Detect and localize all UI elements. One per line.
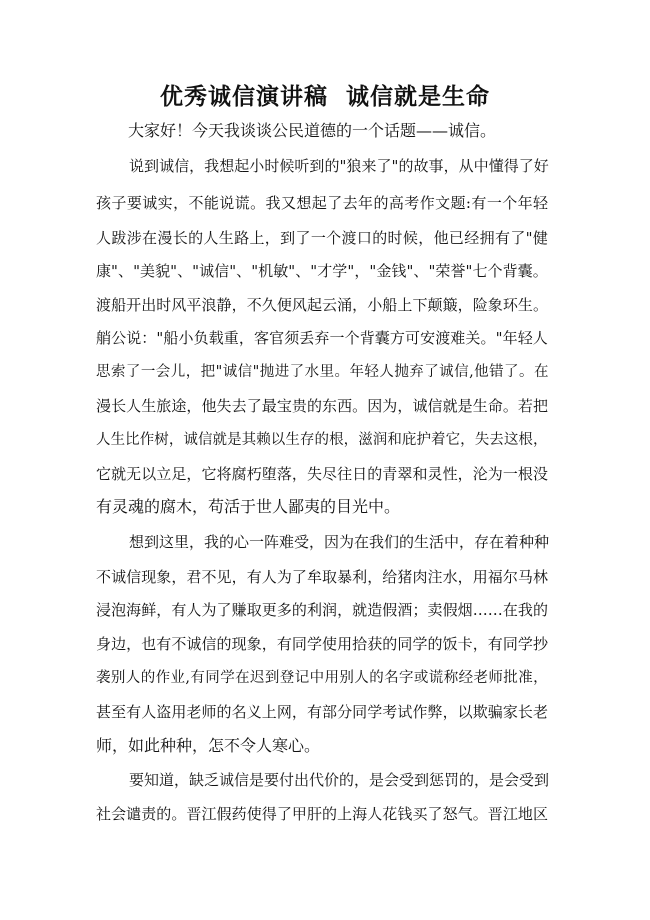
text-line: 人生比作树，诚信就是其赖以生存的根，滋润和庇护着它，失去这根， xyxy=(96,432,548,448)
text-line: 师，如此种种，怎不令人寒心。 xyxy=(96,736,321,755)
text-line: 人跋涉在漫长的人生路上，到了一个渡口的时候，他已经拥有了"健 xyxy=(96,229,549,247)
text-line: 社会谴责的。晋江假药使得了甲肝的上海人花钱买了怒气。晋江地区 xyxy=(96,805,549,823)
text-line: 它就无以立足，它将腐朽堕落，失尽往日的青翠和灵性，沦为一根没 xyxy=(96,465,549,483)
text-line: 浸泡海鲜，有人为了赚取更多的利润，就造假酒；卖假烟……在我的 xyxy=(96,601,549,619)
text-line: 孩子要诚实，不能说谎。我又想起了去年的高考作文题:有一个年轻 xyxy=(96,194,549,212)
text-line: 袭别人的作业,有同学在迟到登记中用别人的名字或谎称经老师批准， xyxy=(96,670,549,686)
text-line: 渡船开出时风平浪静，不久便风起云涌，小船上下颠簸，险象环生。 xyxy=(96,296,549,314)
text-line: 身边，也有不诚信的现象，有同学使用拾获的同学的饭卡，有同学抄 xyxy=(96,635,549,653)
text-line: 艄公说："船小负载重，客官须丢弃一个背囊方可安渡难关。"年轻人 xyxy=(96,329,548,347)
text-line: 不诚信现象，君不见，有人为了牟取暴利，给猪肉注水，用福尔马林 xyxy=(96,568,549,586)
text-line: 想到这里，我的心一阵难受，因为在我们的生活中，存在着种种 xyxy=(129,533,550,551)
text-line: 有灵魂的腐木，苟活于世人鄙夷的目光中。 xyxy=(96,497,401,516)
text-line: 大家好！今天我谈谈公民道德的一个话题——诚信。 xyxy=(128,121,497,140)
text-line: 甚至有人盗用老师的名义上网，有部分同学考试作弊，以欺骗家长老 xyxy=(96,703,549,721)
text-line: 思索了一会儿，把"诚信"抛进了水里。年轻人抛弃了诚信,他错了。在 xyxy=(96,364,549,380)
text-line: 漫长人生旅途，他失去了最宝贵的东西。因为，诚信就是生命。若把 xyxy=(96,397,549,415)
document-title: 优秀诚信演讲稿 诚信就是生命 xyxy=(159,83,490,110)
text-line: 康"、"美貌"、"诚信"、"机敏"、"才学"，"金钱"、"荣誉"七个背囊。 xyxy=(96,262,548,280)
text-line: 说到诚信，我想起小时候听到的"狼来了"的故事，从中懂得了好 xyxy=(129,157,549,175)
text-line: 要知道，缺乏诚信是要付出代价的，是会受到惩罚的，是会受到 xyxy=(129,771,550,789)
